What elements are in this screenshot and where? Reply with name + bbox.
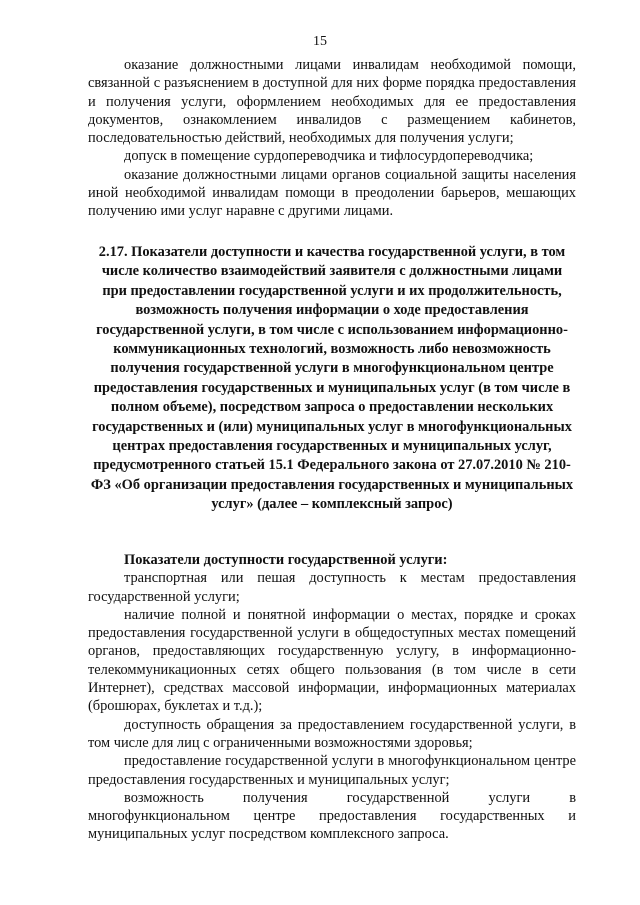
paragraph: оказание должностными лицами органов социальной защиты населения иной необходимой инвалидам помощи в преодолении барьеров, мешающих получению ими услуг наравне с другими лицами. bbox=[88, 166, 576, 220]
paragraph: доступность обращения за предоставлением государственной услуги, в том числе для лиц с ограниченными возможностями здоровья; bbox=[88, 716, 576, 751]
intro-paragraphs bbox=[88, 56, 576, 221]
subheading: Показатели доступности государственной услуги: bbox=[124, 552, 448, 568]
indicators-section bbox=[88, 551, 576, 844]
paragraph: транспортная или пешая доступность к местам предоставления государственной услуги; bbox=[88, 570, 576, 605]
section-heading-block bbox=[88, 243, 576, 515]
paragraph: предоставление государственной услуги в многофункциональном центре предоставления государственных и муниципальных услуг; bbox=[88, 753, 576, 788]
paragraph: наличие полной и понятной информации о местах, порядке и сроках предоставления государственной услуги в общедоступных местах помещений органов, предоставляющих государственную услугу, в информационно-телекоммуникационных сетях общего пользования (в том числе в сети Интернет), средствах массовой информации, информационных материалах (брошюрах, буклетах и т.д.); bbox=[88, 606, 576, 715]
page-number: 15 bbox=[313, 34, 327, 49]
paragraph: возможность получения государственной услуги в многофункциональном центре предоставления государственных и муниципальных услуг посредством комплексного запроса. bbox=[88, 789, 576, 843]
paragraph: оказание должностными лицами инвалидам необходимой помощи, связанной с разъяснением в доступной для них форме порядка предоставления и получения услуги, оформлением необходимых для ее предоставления документов, ознакомлением инвалидов с размещением кабинетов, последовательностью действий, необходимых для получения услуги; bbox=[88, 57, 576, 147]
section-heading: 2.17. Показатели доступности и качества государственной услуги, в том числе количество взаимодействий заявителя с должностными лицами при предоставлении государственной услуги и их продолжительность, возможность получения информации о ходе предоставления государственной услуги, в том числе с использованием информационно-коммуникационных технологий, возможность либо невозможность получения государственной услуги в многофункциональном центре предоставления государственных и муниципальных услуг (в том числе в полном объеме), посредством запроса о предоставлении нескольких государственных и (или) муниципальных услуг в многофункциональных центрах предоставления государственных и муниципальных услуг, предусмотренного статьей 15.1 Федерального закона от 27.07.2010 № 210-ФЗ «Об организации предоставления государственных и муниципальных услуг» (далее – комплексный запрос) bbox=[90, 244, 574, 513]
paragraph: допуск в помещение сурдопереводчика и тифлосурдопереводчика; bbox=[124, 148, 534, 165]
